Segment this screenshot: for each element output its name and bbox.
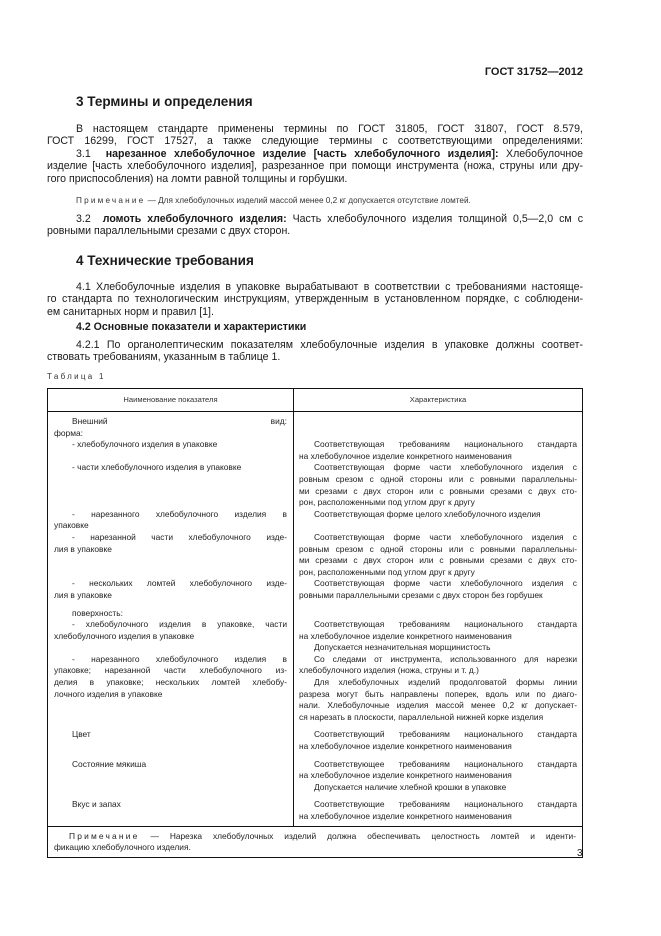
indicator-cell bbox=[48, 619, 294, 654]
cell-line: Для хлебобулочных изделий продолговатой формы линии bbox=[314, 677, 577, 688]
cell-line: ровным срезом с одной стороны или с ровными параллельны- bbox=[299, 473, 577, 484]
text-line: гого приспособления) на ломти равной толщины и горбушки. bbox=[47, 172, 348, 185]
note-line bbox=[54, 831, 576, 843]
term-name: нарезанное хлебобулочное изделие [часть хлебобулочного изделия]: bbox=[105, 147, 499, 160]
text-line: изделие [часть хлебобулочного изделия], разрезанное при помощи инструмента (ножа, струны или дру- bbox=[47, 160, 583, 173]
cell-line: - хлебобулочного изделия в упаковке bbox=[72, 439, 218, 450]
cell-line: ми срезами с двух сторон или с ровными срезами с двух сто- bbox=[299, 555, 577, 566]
cell-line: лочного изделия в упаковке bbox=[54, 688, 163, 699]
cell-line: лия в упаковке bbox=[54, 589, 112, 600]
note-label: Примечание bbox=[76, 196, 146, 205]
cell-line: - нескольких ломтей хлебобулочного изде- bbox=[72, 578, 287, 589]
note-line: фикацию хлебобулочного изделия. bbox=[54, 842, 191, 853]
indicator-cell bbox=[48, 509, 294, 532]
section-3-title: 3 Термины и определения bbox=[76, 94, 253, 109]
text-line: ем санитарных норм и правил [1]. bbox=[47, 305, 214, 318]
table-note-row bbox=[48, 826, 583, 857]
cell-line: разреза могут быть направлены поперек, вдоль или по диаго- bbox=[299, 688, 577, 699]
cell-line: - нарезанного хлебобулочного изделия в bbox=[72, 508, 287, 519]
cell-line: - части хлебобулочного изделия в упаковке bbox=[72, 462, 242, 473]
indicator-cell bbox=[48, 608, 294, 620]
indicator-cell bbox=[48, 462, 294, 508]
table-row bbox=[48, 619, 583, 654]
characteristic-cell bbox=[294, 532, 583, 578]
cell-line: Состояние мякиша bbox=[72, 758, 147, 769]
cell-line: нали. Хлебобулочные изделия массой менее 0,2 кг допускает- bbox=[299, 700, 577, 711]
characteristic-cell bbox=[294, 439, 583, 462]
indicator-cell bbox=[48, 412, 294, 440]
page-number: 3 bbox=[577, 848, 583, 859]
cell-line: лия в упаковке bbox=[54, 543, 112, 554]
cell-line: на хлебобулочное изделие конкретного наименования bbox=[299, 741, 512, 752]
cell-line: Соответствующая форме части хлебобулочного изделия с bbox=[314, 578, 577, 589]
text-line: ствовать требованиям, указанным в таблице 1. bbox=[47, 351, 281, 364]
characteristic-cell bbox=[294, 462, 583, 508]
cell-line: ровными параллельными срезами с двух сторон без горбушек bbox=[299, 589, 543, 600]
table-row bbox=[48, 439, 583, 462]
cell-line: упаковке; нарезанной части хлебобулочного из- bbox=[54, 665, 287, 676]
characteristic-cell bbox=[294, 619, 583, 654]
text-line: 4.2.1 По органолептическим показателям хлебобулочные изделия в упаковке должны соответ- bbox=[76, 339, 583, 351]
indicator-cell bbox=[48, 729, 294, 752]
cell-line: Вкус и запах bbox=[72, 799, 121, 810]
note-label: Примечание bbox=[69, 830, 140, 841]
table-row bbox=[48, 654, 583, 724]
section-3-intro bbox=[47, 123, 583, 185]
cell-line: поверхность: bbox=[72, 607, 123, 618]
table-row bbox=[48, 729, 583, 752]
table-row bbox=[48, 578, 583, 601]
cell-line: Внешний вид: bbox=[72, 416, 287, 426]
table-note bbox=[48, 826, 583, 857]
text-line: 4.1 Хлебобулочные изделия в упаковке вырабатывают в соответствии с требованиями настояще- bbox=[76, 281, 583, 293]
paragraph-4-1 bbox=[47, 281, 583, 318]
indicator-cell bbox=[48, 532, 294, 578]
table-row bbox=[48, 608, 583, 620]
cell-line: ся нарезать в плоскости, параллельной нижней корке изделия bbox=[299, 711, 544, 722]
term-definition: Часть хлебобулочного изделия толщиной 0,5—2,0 см с bbox=[292, 213, 583, 225]
characteristic-cell bbox=[294, 608, 583, 620]
cell-line: хлебобулочного изделия (ножа, струны и т. д.) bbox=[299, 665, 479, 676]
cell-line: Соответствующая требованиям национального стандарта bbox=[314, 439, 577, 450]
term-definition: Хлебобулочное bbox=[506, 147, 583, 160]
term-3-2 bbox=[47, 213, 583, 238]
cell-line: Допускается незначительная морщинистость bbox=[314, 642, 491, 653]
text-line: В настоящем стандарте применены термины по ГОСТ 31805, ГОСТ 31807, ГОСТ 8.579, bbox=[76, 123, 583, 135]
cell-line: на хлебобулочное изделие конкретного наименования bbox=[299, 450, 512, 461]
cell-line: форма: bbox=[54, 427, 83, 438]
cell-line: Соответствующая форме части хлебобулочного изделия с bbox=[314, 462, 577, 473]
cell-line: Соответствующая требованиям национального стандарта bbox=[314, 619, 577, 630]
characteristic-cell bbox=[294, 509, 583, 532]
cell-line: - нарезанного хлебобулочного изделия в bbox=[72, 653, 287, 664]
characteristic-cell bbox=[294, 578, 583, 601]
note-3 bbox=[47, 195, 583, 207]
cell-line: Со следами от инструмента, использованного для нарезки bbox=[314, 653, 577, 664]
table-label: Таблица 1 bbox=[47, 372, 106, 381]
indicator-cell bbox=[48, 759, 294, 794]
table-row bbox=[48, 759, 583, 794]
indicator-cell bbox=[48, 654, 294, 724]
text-line: ГОСТ 16299, ГОСТ 17527, а также следующие термины с соответствующими определениями: bbox=[47, 135, 583, 148]
cell-line: - хлебобулочного изделия в упаковке, части bbox=[72, 619, 287, 630]
table-row bbox=[48, 412, 583, 440]
cell-line: Соответствующая форме целого хлебобулочного изделия bbox=[314, 508, 541, 519]
cell-line: хлебобулочного изделия в упаковке bbox=[54, 630, 195, 641]
cell-line: Соответствующие требованиям национального стандарта bbox=[314, 799, 577, 810]
indicator-cell bbox=[48, 799, 294, 826]
document-code: ГОСТ 31752—2012 bbox=[484, 66, 583, 78]
term-name: ломоть хлебобулочного изделия: bbox=[102, 213, 287, 225]
term-3-1 bbox=[47, 148, 583, 160]
term-number: 3.1 bbox=[76, 147, 91, 160]
characteristic-cell bbox=[294, 799, 583, 826]
indicator-cell bbox=[48, 439, 294, 462]
section-4-title: 4 Технические требования bbox=[76, 253, 254, 268]
table-1 bbox=[47, 388, 583, 858]
table-row bbox=[48, 532, 583, 578]
characteristic-cell bbox=[294, 412, 583, 440]
cell-line: упаковке bbox=[54, 520, 89, 531]
cell-line: рон, расположенными под углом друг к другу bbox=[299, 566, 475, 577]
cell-line: на хлебобулочное изделие конкретного наименования bbox=[299, 770, 512, 781]
characteristic-cell bbox=[294, 654, 583, 724]
characteristic-cell bbox=[294, 759, 583, 794]
text-line: го стандарта по технологическим инструкциям, утвержденным в установленном порядке, с соблюдени- bbox=[47, 293, 583, 306]
paragraph-4-2-1 bbox=[47, 339, 583, 364]
cell-line: Соответствующий требованиям национального стандарта bbox=[314, 729, 577, 740]
table-row bbox=[48, 799, 583, 826]
cell-line: - нарезанной части хлебобулочного изде- bbox=[72, 531, 287, 542]
cell-line: делия в упаковке; нескольких ломтей хлебобу- bbox=[54, 677, 287, 688]
cell-line: Соответствующее требованиям национального стандарта bbox=[314, 758, 577, 769]
text-line: ровными параллельными срезами с двух сторон. bbox=[47, 225, 291, 238]
column-header-characteristic: Характеристика bbox=[294, 389, 583, 412]
cell-line: Соответствующая форме части хлебобулочного изделия с bbox=[314, 531, 577, 542]
characteristic-cell bbox=[294, 729, 583, 752]
note-text: — Для хлебобулочных изделий массой менее 0,2 кг допускается отсутствие ломтей. bbox=[147, 196, 471, 205]
table-row bbox=[48, 509, 583, 532]
cell-line: на хлебобулочное изделие конкретного наименования bbox=[299, 630, 512, 641]
indicator-cell bbox=[48, 578, 294, 601]
subsection-4-2-title: 4.2 Основные показатели и характеристики bbox=[76, 321, 307, 333]
cell-line: Допускается наличие хлебной крошки в упаковке bbox=[314, 781, 507, 792]
cell-line: рон, расположенными под углом друг к другу bbox=[299, 497, 475, 508]
column-header-indicator: Наименование показателя bbox=[48, 389, 294, 412]
table-row bbox=[48, 462, 583, 508]
note-text: — Нарезка хлебобулочных изделий должна обеспечивать целостность ломтей и иденти- bbox=[150, 830, 577, 841]
cell-line: ми срезами с двух сторон или с ровными срезами с двух сто- bbox=[299, 485, 577, 496]
cell-line: ровным срезом с одной стороны или с ровными параллельны- bbox=[299, 543, 577, 554]
cell-line: Цвет bbox=[72, 729, 91, 740]
term-number: 3.2 bbox=[76, 213, 91, 225]
cell-line: на хлебобулочное изделие конкретного наименования bbox=[299, 811, 512, 821]
term-3-2-line bbox=[47, 213, 583, 225]
